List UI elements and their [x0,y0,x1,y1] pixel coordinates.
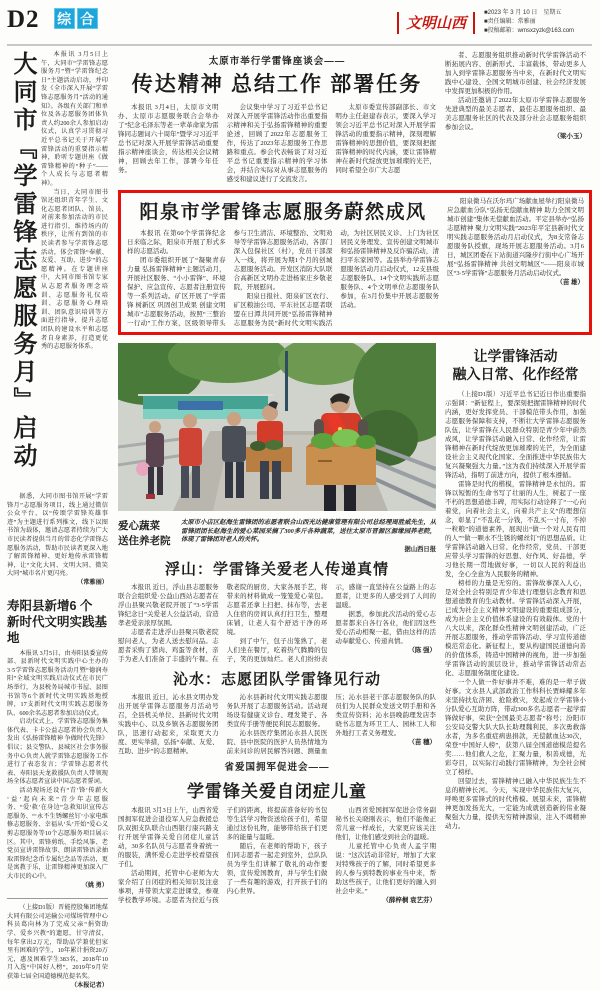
byline: （姚 勇） [7,882,108,891]
date-line: ■2023 年 3 月 10 日 星期五 [484,9,592,18]
page-header [7,6,592,46]
article-paragraph: 者、志愿服务组织推动新时代学雷锋活动不断拓展内容、创新形式、丰富载体，带动更多人加入到学雷锋志愿服务当中来，在新时代文明实践中心建设、全国文明城市创建、社会经济发展中发挥更加积极的作用。 [445,51,586,96]
section-char-2: 合 [77,8,98,29]
lower-region [118,339,592,908]
yangquan-main [127,197,439,328]
shouyang-body [7,650,108,891]
article-paragraph: 到了中午，包子出笼熟了，老人们坐在餐厅，吃着热气腾腾的包子，笑的更加灿烂。老人们纷纷表示，感谢一直坚持在公益路上的志愿者，让更多的人感受到了人间的温暖。 [227,583,436,664]
editorial-body [445,390,586,831]
email-line: ■投稿邮箱：wmsxzyzk@163.com [484,27,592,36]
article-paragraph: 本报讯 3月5日上午，大同市“学雷锋志愿服务月”暨“学雷锋纪念日”主题活动启动，并印发《全市深入开展“学雷锋志愿服务月”活动的通知》。各级有关部门和单位及各志愿服务团体负责人约200余人参加启动仪式，认真学习贯彻习近平总书记关于开展学雷锋活动的重要指示精神，聆听专题讲座《做雷锋精神的“种子”——个人成长与志愿者精神》。 [41,51,108,189]
datong-vertical-headline: 大同市『学雷锋志愿服务月』启动 [7,51,37,493]
article-paragraph: 阳泉日报社、阳泉矿区农行、矿区粮油公司、平东社区志愿者联盟在日潭共同开展“弘扬雷锋精神 志愿服务为民”新时代文明实践活动，为社区居民义诊、上门为社区居民义务理发、宣传创建文明城市和弘扬雷锋精神及反诈骗活动，清扫平东家园等。盂县举办学雷锋志愿服务活动月启动仪式，12支县级志愿服务队、14个文明实践所志愿服务队、4个文明单位志愿服务队参加，在3月份集中开展志愿服务活动。 [234,229,439,328]
byline: （梁小玉） [445,132,586,141]
taiyuan-main [118,51,436,184]
publication-info [484,9,592,36]
yongjun-kicker: 省爱国拥军促进会—— [118,759,436,773]
article-paragraph: 活动现场还设有“青‘锋’传薪火 ‘益’起向未来”青少年志愿服务、“爱‘救’在身边”急救知识宣传志愿服务、“‘永不生锈螺丝钉’小家电维修志愿服务、幸福从‘头’开始”爱心义剪志愿服务等10个志愿服务项目展示区。其中，雷锋剪纸、手绘风筝、老党员宣讲雷锋故事、朗读雷锋语录抽取雷锋纪念币专属纪念品等活动，更是寓教于乐，让雷锋精神更加深入广大市民的心中。 [7,787,108,882]
qinshui-body [118,693,436,756]
taiyuan-continuation [445,51,586,184]
datong-body-narrow [41,51,108,493]
article-datong [7,51,108,588]
taiyuan-kicker: 太原市举行学雷锋座谈会—— [118,53,436,67]
fushan-body [118,583,436,664]
column-divider [7,898,108,899]
byline: （常雅丽） [7,579,108,588]
qinshui-headline: 沁水：志愿团队学雷锋见行动 [118,668,436,689]
article-taiyuan [118,51,592,184]
fushan-headline: 浮山：学雷锋关爱老人传递真情 [118,558,436,579]
yongjun-headline: 学雷锋关爱自闭症儿童 [118,777,436,802]
caption-title-line: 爱心蔬菜 [118,519,174,534]
article-paragraph: 本报讯 3月5日，由寿阳县委宣传部、县新时代文明实践中心主办的3·5学雷锋志愿服务活动月暨“德润寿阳”全域文明实践启动仪式在市民广场举行，为县税务局城市书屋、县图书馆等6个新时代文明实践基地授牌，17支新时代文明实践志愿服务队、600余名志愿者参加启动仪式。 [7,650,108,719]
article-paragraph: 本报讯 3月3日上午，山西省爱国拥军促进会退役军人应急救援总队双拥支队联合山西银行康兴路支行开展学雷锋关爱自闭症儿童活动，30多名队员与志愿者身着统一的服装，满怀爱心走进学校看望孩子们。 [118,806,219,869]
article-paragraph: 据悉，参加此次活动的爱心志愿者都来自各行各业，他们因这些爱心活动相聚一起，借由这样的活动奉献爱心、传递真情。 [335,610,436,646]
yangquan-headline: 阳泉市学雷锋志愿服务蔚然成风 [127,197,439,224]
taiyuan-headline: 传达精神 总结工作 部署任务 [118,68,436,98]
article-paragraph: 活动还邀请了2022年太原市学雷锋志愿服务先进典型的最美志愿者、最佳志愿服务组织、最美志愿服务社区的代表及部分社会志愿服务组织参加会议。 [445,96,586,132]
article-fushan [118,558,436,664]
photo-credit: 据山西日报 [181,546,436,555]
article-paragraph: 本报讯 在第60个学雷锋纪念日来临之际，阳泉市开展了形式多样的志愿活动。 [127,229,226,256]
masthead-logo: 文明山西 [397,12,475,34]
article-paragraph: 本报讯 3月4日，太原市文明办、太原市志愿服务联合会举办了“纪念毛泽东等老一辈革命家为雷锋同志题词六十周年”暨学习习近平总书记对深入开展学雷锋活动重要指示精神座谈会，传达相关会议精神，回顾去年工作，部署今年任务。 [118,103,219,175]
article-yongjun [118,759,436,905]
headline-line: 融入日常、化作经常 [445,365,586,383]
article-paragraph: 随后，在老师的帮助下，孩子们同志愿者一起走到室外，总队队员为学生们讲解了敬礼的动作要领，宣传爱国教育，并与学生们做了一些有趣的游戏，打开孩子们的内心世界。 [227,842,328,896]
article-paragraph: 团市委组织开展了“凝聚青春力量 弘扬雷锋精神”主题活动月，开展社区服务、“小小雷锋”、环境保护、应急宣传、志愿者注册宣传等一系列活动。矿区开展了“学雷锋 树新区 巩固创卫成果 创建文明城市”志愿服务活动，按照“三整治一行动”工作方案，区级领导带头参与卫生清洁、环境整治、文明劝导等学雷锋志愿服务活动，各部门深入包保社区（村），党员干部深入一线，将开展为期1个月的创城志愿服务活动。开发区消防大队联合高新区文明办走进杨家庄乡敬老院，开展慰问。 [127,229,332,328]
left-column [7,51,114,990]
article-paragraph: 当日，大同市图书馆还组织青年学生、文化志愿者团队、馆员，对前来参加活动的市民进行指引，维持场内的秩序，让所有到馆的市民读者参与学雷锋志愿活动，体会雷锋“奉献、友爱、互助、进步”的志愿精神。在专题讲座中，大同市图书馆专家从志愿者服务理念培训、志愿服务礼仪培训、志愿服务心理培训、团队意识培训等方面进行指导，提升志愿团队的建设水平和志愿者自身素养，打造更优秀的志愿服务体系。 [41,189,108,352]
article-paragraph: （上接D1版）习近平总书记近日作出重要指示强调：“新征程上，要深刻把握雷锋精神的时代内涵，更好发挥党员、干部模范带头作用，加强志愿服务保障和支持，不断壮大学雷锋志愿服务队伍，让学雷锋在人民群众特别是青少年中蔚然成风，让学雷锋活动融入日常、化作经常，让雷锋精神在新时代绽放更加璀璨的光芒，为全面建设社会主义现代化国家、全面推进中华民族伟大复兴凝聚强大力量。”这为我们持续深入开展学雷锋活动，指明了前进方向，提供了根本遵循。 [445,390,586,480]
page-number: D2 [7,6,40,34]
article-paragraph: 活动期间，托管中心老师为大家介绍了自闭症的相关知识及注意事项，并带领大家走进课堂，参观学校教学环境。志愿者为拉近与孩子们的距离，将提前准备好的书包等生活学习物资送给孩子们，希望通过这份礼物，能够带给孩子们更多的能量与温暖。 [118,806,327,905]
caption-title [118,519,174,554]
highlight-box [118,190,592,335]
datong-top [7,51,108,493]
article-paragraph: 本报讯 近日，沁水县文明办发出开展学雷锋志愿服务月活动号召，全县机关单位、县新时代文明实践中心、以及乡镇各志愿服务团队，迅速行动起来，采取更大力度、更实举措，弘扬“奉献、友爱、互助、进步”的志愿精神。 [118,693,219,756]
caption-text-block [181,519,436,554]
editorial-headline [445,347,586,383]
byline: （陈 强） [335,646,436,655]
center-right-region [114,51,592,990]
main-content [7,51,592,990]
byline: （本报记者） [7,982,108,990]
taiyuan-body [118,103,436,184]
article-paragraph: 会议集中学习了习近平总书记对深入开展学雷锋活动作出重要指示精神和关于弘扬雷锋精神的重要论述，回顾了2022年志愿服务工作，传达了2023年志愿服务工作思路和重点。参会代表畅谈了对习近平总书记重要指示精神的学习体会，并结合实际对从事志愿服务的感受和建议进行了交流发言。 [227,103,328,184]
news-photo [118,343,436,516]
photo-caption [118,519,436,554]
yongjun-body [118,806,436,905]
shouyang-headline [7,598,108,646]
article-paragraph: 阳泉微马在沃尔玛广场献血屋举行阳泉微马应急献血分队“弘扬无偿献血精神 助力全国文明城市创建”集体无偿献血活动。平定县举办“弘扬志愿精神 聚力文明实践”2023年平定县新时代文明实践志愿服务活动月启动仪式，为8支常备志愿服务队授旗，现场开展志愿服务活动。3月6日，城区团委在下站街道兴隆步行街中心广场开展“弘扬雷锋精神 共创文明城区”——阳泉市城区“3·5学雷锋”志愿服务月活动启动仪式。 [447,197,584,278]
caption-text: 太原市小店区赵海生雷锋团的志愿者联合山西光达健康管理有限公司总经理周胜威先生，从雷锋团团长赵海生的爱心菜园采摘了300多斤各种蔬菜，送往太原市晋源区源缘园养老院，体现了雷锋团对老人的关怀。 [181,519,436,543]
article-paragraph: 山西省爱国拥军促进会常务副秘书长关晓刚表示，他们不能像正常儿童一样成长，大家更应该关注他们，让他们感受到社会的温暖。 [335,806,436,842]
article-paragraph: 雷锋是时代的楷模，雷锋精神是永恒的。雷锋以短暂的生命书写了壮丽的人生，树起了一座不朽的思想道德丰碑，用实际行动诠释了“一心向着党，向着社会主义，向着共产主义”的理想信念，彰显了“不乱花一分钱，不乱买一寸布，不掉一粒粮”的道德素养，展现出“做一个对人民有用的人”“做一颗永不生锈的螺丝钉”的思想品质。让学雷锋活动融入日常、化作经常，党员、干部更应带头学习雷锋的好思想、好作风、好品德，学习他长期一贯地做好事，一切以人民的利益出发，全心全意为人民服务的精神。 [445,480,586,579]
volunteers-photo-illustration [118,343,436,511]
section-badge [54,8,98,29]
article-paragraph: 太原市委宣传部副部长、市文明办主任赵建春表示，要深入学习领会习近平总书记对深入开展学雷锋活动的重要指示精神，深刻理解雷锋精神的思想价值，要深刻把握雷锋精神的时代内涵，要让雷锋精神在新时代绽放更加璀璨的光芒，同时希望全市广大志愿 [335,103,436,175]
middle-stack [118,339,436,908]
article-paragraph: 沁水县医疗集团沁水县人民医院、县中医院的医护人员热情地为前来问诊的居民解答问题、测量血压；沁水县老干部志愿服务队的队员们为人民群众发送文明手册和各类宣传资料；沁水县晚韵理发店李晓书志愿为环卫工人、园林工人和外地打工者义务理发。 [227,693,436,756]
article-shouyang [7,598,108,891]
byline: （苗 穗） [335,738,436,747]
caption-title-line: 送住养老院 [118,534,174,549]
headline-line: 新时代文明实践基地 [7,614,108,646]
article-qinshui [118,668,436,756]
editorial-column [445,339,586,908]
section-char-1: 综 [54,8,75,29]
article-paragraph: 沁水县新时代文明实践志愿服务队开展了志愿服务活动。活动现场设有健康义诊台、理发凳子、各类宣传手册等便民利民志愿服务。 [227,693,328,729]
header-right [397,9,592,36]
byline: （苗 雄） [447,278,584,287]
jump-note [7,904,108,990]
editor-line: ■责任编辑：常雅丽 [484,18,592,27]
headline-line: 让学雷锋活动 [445,347,586,365]
article-paragraph: （上接D1版）晋能控股集团地煤大同有限公司运输公司煤场管理中心科员葛向林为了完成父亲“捐资助学、爱乡兴教”的遗愿，甘守清贫，每年拿出2万元，帮助品学兼优但家里有困难的学生，10年累计捐资20万元，惠及困难学生383名，2018年10月入选“中国好人榜”，2019年9月荣获第七届全国道德模范提名奖。 [7,904,108,981]
article-paragraph: 榜样的力量是无穷的。雷锋故事深入人心，是对全社会特别是青少年进行理想信念教育和思想道德教育的生动教材。学雷锋活动深入开展，已成为社会主义精神文明建设的重要组成部分，成为社会主义价值体系建设的有效载体。党的十八大以来，深化群众性精神文明创建活动，广泛开展志愿服务，推动学雷锋活动、学习宣传道德模范常态化。新征程上，要从构建国民道德向善的价值体系，铸造中国精神的视角，进一步加强学雷锋活动的顶层设计，推动学雷锋活动常态化、志愿服务制度化建设。 [445,579,586,678]
datong-body-wide [7,493,108,588]
yangquan-body [127,229,439,328]
article-paragraph: 回望过去，雷锋精神已融入中华民族生生不息的精神长河。今天，实现中华民族伟大复兴，呼唤更多雷锋式的时代楷模。展望未来，雷锋精神更加发扬光大，一定能为成就创造新的伟业凝聚强大力量，提供无穷精神源泉，注入不竭精神动力。 [445,777,586,831]
article-paragraph: 志愿者走进浮山县聚兴敬老院慰问老人，为老人送去慰问品。志愿者采购了猪肉、鸡蛋等食材，亲手为老人们准备了丰盛的午餐。在敬老院的厨房，大家各展手艺，将带来的材料做成一笼笼爱心菜包。志愿者还拿上扫把、抹布等，去老人住宿的房间认真打扫卫生，整理床铺，让老人有个舒适干净的环境。 [118,583,327,664]
byline: （薛梓桐 袁艺芬） [335,896,436,905]
article-paragraph: 启动仪式上，学雷锋志愿服务集体代表、卡卡公益志愿者协会负责人发出《弘扬雷锋精神 争做时代先锋》倡议；县交警队、县城区社会事务服务中心负责人就学雷锋志愿服务工作进行了表态发言；学雷锋志愿者代表、寿阳县天龙救援队负责人带领现场全体志愿者宣读中国志愿者誓词。 [7,718,108,787]
article-paragraph: 本报讯 近日，浮山县志愿服务联合会组织爱·公益山西站志愿者在浮山县聚兴敬老院开展了“3·5学雷锋纪念日”关爱老人公益活动，营造孝老爱亲浓厚氛围。 [118,583,219,628]
headline-line: 寿阳县新增6 个 [7,598,108,614]
yangquan-continuation [447,197,584,328]
article-paragraph: 据悉，大同市图书馆开展“学雷锋月”志愿服务项目，线上通过微信公众平台，以“传颂学雷锋英雄事迹”为主题进行系列推文，线下以图书馆为载体，邀请志愿者持续为广大市民读者提供当月的常态化学雷锋志愿服务活动，帮助市民读者更深入地了解雷锋精神、更好地传承雷锋精神，让“文化大同、文明大同、微笑大同”城市名片更闪亮。 [7,493,108,579]
article-paragraph: 儿童托管中心负责人孟宇期说：“这次活动非常好，增加了大家对特殊孩子的了解，同时希望更多的人参与到特教的事业当中来，帮助这些孩子，让他们更好的融入到社会中来。” [335,842,436,896]
article-paragraph: 一个人做一件好事并不难，难的是一辈子做好事。文水县人武部政治工作科科长贾峰耀多年来坚持扶危济困、抢险救灾，发起成立学雷锋小分队爱心互助方阵，带动300多名志愿者一起学雷锋做好事，荣获“全国最美志愿者”称号；汾阳市公安局交警大队大队长助理魏利民，多次勇救落水者，为多名重症病患捐款，无偿献血达30次，荣登“中国好人榜”，获第八届全国道德模范提名奖……他们救人之危，汇聚力量，积善成德，光彩夺目，以实际行动践行雷锋精神，为全社会树立了榜样。 [445,678,586,777]
